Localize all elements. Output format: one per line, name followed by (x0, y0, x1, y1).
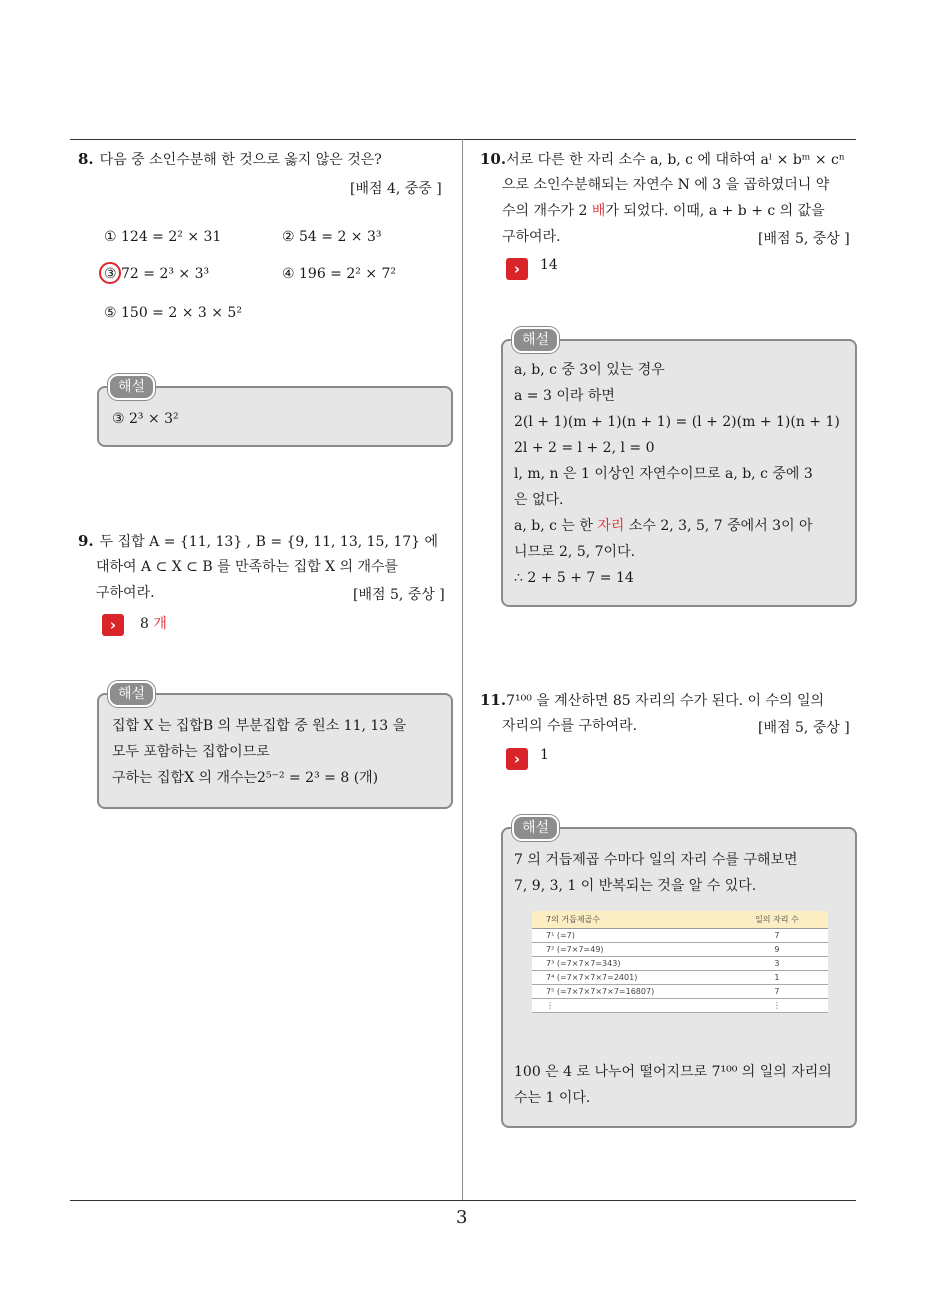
powers-of-7-table (532, 911, 828, 1013)
question-line-4: 구하여라. (502, 229, 561, 245)
explanation-line-2: 모두 포함하는 집합이므로 (112, 744, 270, 760)
explanation-tag: 해설 (108, 681, 155, 707)
question-line-3: 구하여라. (96, 585, 155, 601)
question-number: 8. (78, 150, 94, 168)
explanation-line-4: 수는 1 이다. (514, 1090, 591, 1106)
top-rule (70, 139, 856, 140)
table-row: 7⁴ (=7×7×7×7=2401) 1 (532, 971, 828, 985)
explanation-line-3: 100 은 4 로 나누어 떨어지므로 7¹⁰⁰ 의 일의 자리의 (514, 1064, 832, 1080)
answer-arrow-icon: › (102, 614, 124, 636)
answer-arrow-icon: › (506, 748, 528, 770)
explanation-line-4: 2l + 2 = l + 2, l = 0 (514, 440, 655, 456)
explanation-line-8: 니므로 2, 5, 7이다. (514, 544, 636, 560)
option-3: ③ 72 = 2³ × 3³ (104, 266, 210, 282)
question-number: 11. (480, 691, 507, 709)
bottom-rule (70, 1200, 856, 1201)
table-header: 7의 거듭제곱수 (532, 911, 726, 929)
question-number: 9. (78, 532, 94, 550)
explanation-line-2: a = 3 이라 하면 (514, 388, 615, 404)
explanation-line-6: 은 없다. (514, 492, 564, 508)
column-divider (462, 139, 463, 1201)
answer: 14 (540, 257, 558, 273)
explanation-box-10 (501, 339, 857, 607)
table-row: ⋮ ⋮ (532, 999, 828, 1013)
question-8 (78, 146, 458, 173)
question-9 (78, 528, 458, 555)
explanation-line-3: 구하는 집합X 의 개수는2⁵⁻² = 2³ = 8 (개) (112, 770, 379, 786)
explanation-line-3: 2(l + 1)(m + 1)(n + 1) = (l + 2)(m + 1)(n + 1) (514, 414, 840, 430)
page-number: 3 (456, 1207, 468, 1228)
table-row: 7³ (=7×7×7=343) 3 (532, 957, 828, 971)
points: [배점 5, 중상 ] (758, 231, 850, 247)
question-line-1: 서로 다른 한 자리 소수 a, b, c 에 대하여 aˡ × bᵐ × cⁿ (506, 152, 845, 168)
explanation-tag: 해설 (512, 815, 559, 841)
table-row: 7⁵ (=7×7×7×7×7=16807) 7 (532, 985, 828, 999)
question-line-1: 7¹⁰⁰ 을 계산하면 85 자리의 수가 된다. 이 수의 일의 (506, 693, 825, 709)
points: [배점 5, 중상 ] (758, 720, 850, 736)
question-line-2: 자리의 수를 구하여라. (502, 718, 638, 734)
points: [배점 4, 중중 ] (350, 181, 442, 197)
question-10 (480, 146, 860, 173)
table-header: 일의 자리 수 (726, 911, 828, 929)
explanation-line-1: 7 의 거듭제곱 수마다 일의 자리 수를 구해보면 (514, 852, 798, 868)
question-number: 10. (480, 150, 507, 168)
explanation-box-9 (97, 693, 453, 809)
explanation-line-1: 집합 X 는 집합B 의 부분집합 중 원소 11, 13 을 (112, 718, 407, 734)
option-2: ② 54 = 2 × 3³ (282, 229, 382, 245)
option-1: ① 124 = 2² × 31 (104, 229, 222, 245)
option-4: ④ 196 = 2² × 7² (282, 266, 397, 282)
explanation-line-1: a, b, c 중 3이 있는 경우 (514, 362, 665, 378)
option-5: ⑤ 150 = 2 × 3 × 5² (104, 305, 242, 321)
explanation-line-5: l, m, n 은 1 이상인 자연수이므로 a, b, c 중에 3 (514, 466, 813, 482)
question-text: 다음 중 소인수분해 한 것으로 옳지 않은 것은? (99, 152, 382, 168)
answer: 1 (540, 747, 549, 763)
explanation-line-7: a, b, c 는 한 자리 소수 2, 3, 5, 7 중에서 3이 아 (514, 518, 813, 534)
explanation-line-9: ∴ 2 + 5 + 7 = 14 (514, 570, 634, 586)
table-row: 7¹ (=7) 7 (532, 929, 828, 943)
explanation-text: ③ 2³ × 3² (112, 411, 179, 427)
answer: 8 개 (140, 616, 167, 632)
explanation-box-11 (501, 827, 857, 1128)
question-line-3: 수의 개수가 2 배가 되었다. 이때, a + b + c 의 값을 (502, 203, 825, 219)
question-line-2: 으로 소인수분해되는 자연수 N 에 3 을 곱하였더니 약 (502, 177, 830, 193)
question-line-2: 대하여 A ⊂ X ⊂ B 를 만족하는 집합 X 의 개수를 (96, 559, 399, 575)
table-row: 7² (=7×7=49) 9 (532, 943, 828, 957)
answer-arrow-icon: › (506, 258, 528, 280)
question-11 (480, 687, 860, 714)
points: [배점 5, 중상 ] (353, 587, 445, 603)
question-line-1: 두 집합 A = {11, 13} , B = {9, 11, 13, 15, 17} 에 (99, 534, 439, 550)
explanation-tag: 해설 (512, 327, 559, 353)
explanation-tag: 해설 (108, 374, 155, 400)
explanation-line-2: 7, 9, 3, 1 이 반복되는 것을 알 수 있다. (514, 878, 757, 894)
